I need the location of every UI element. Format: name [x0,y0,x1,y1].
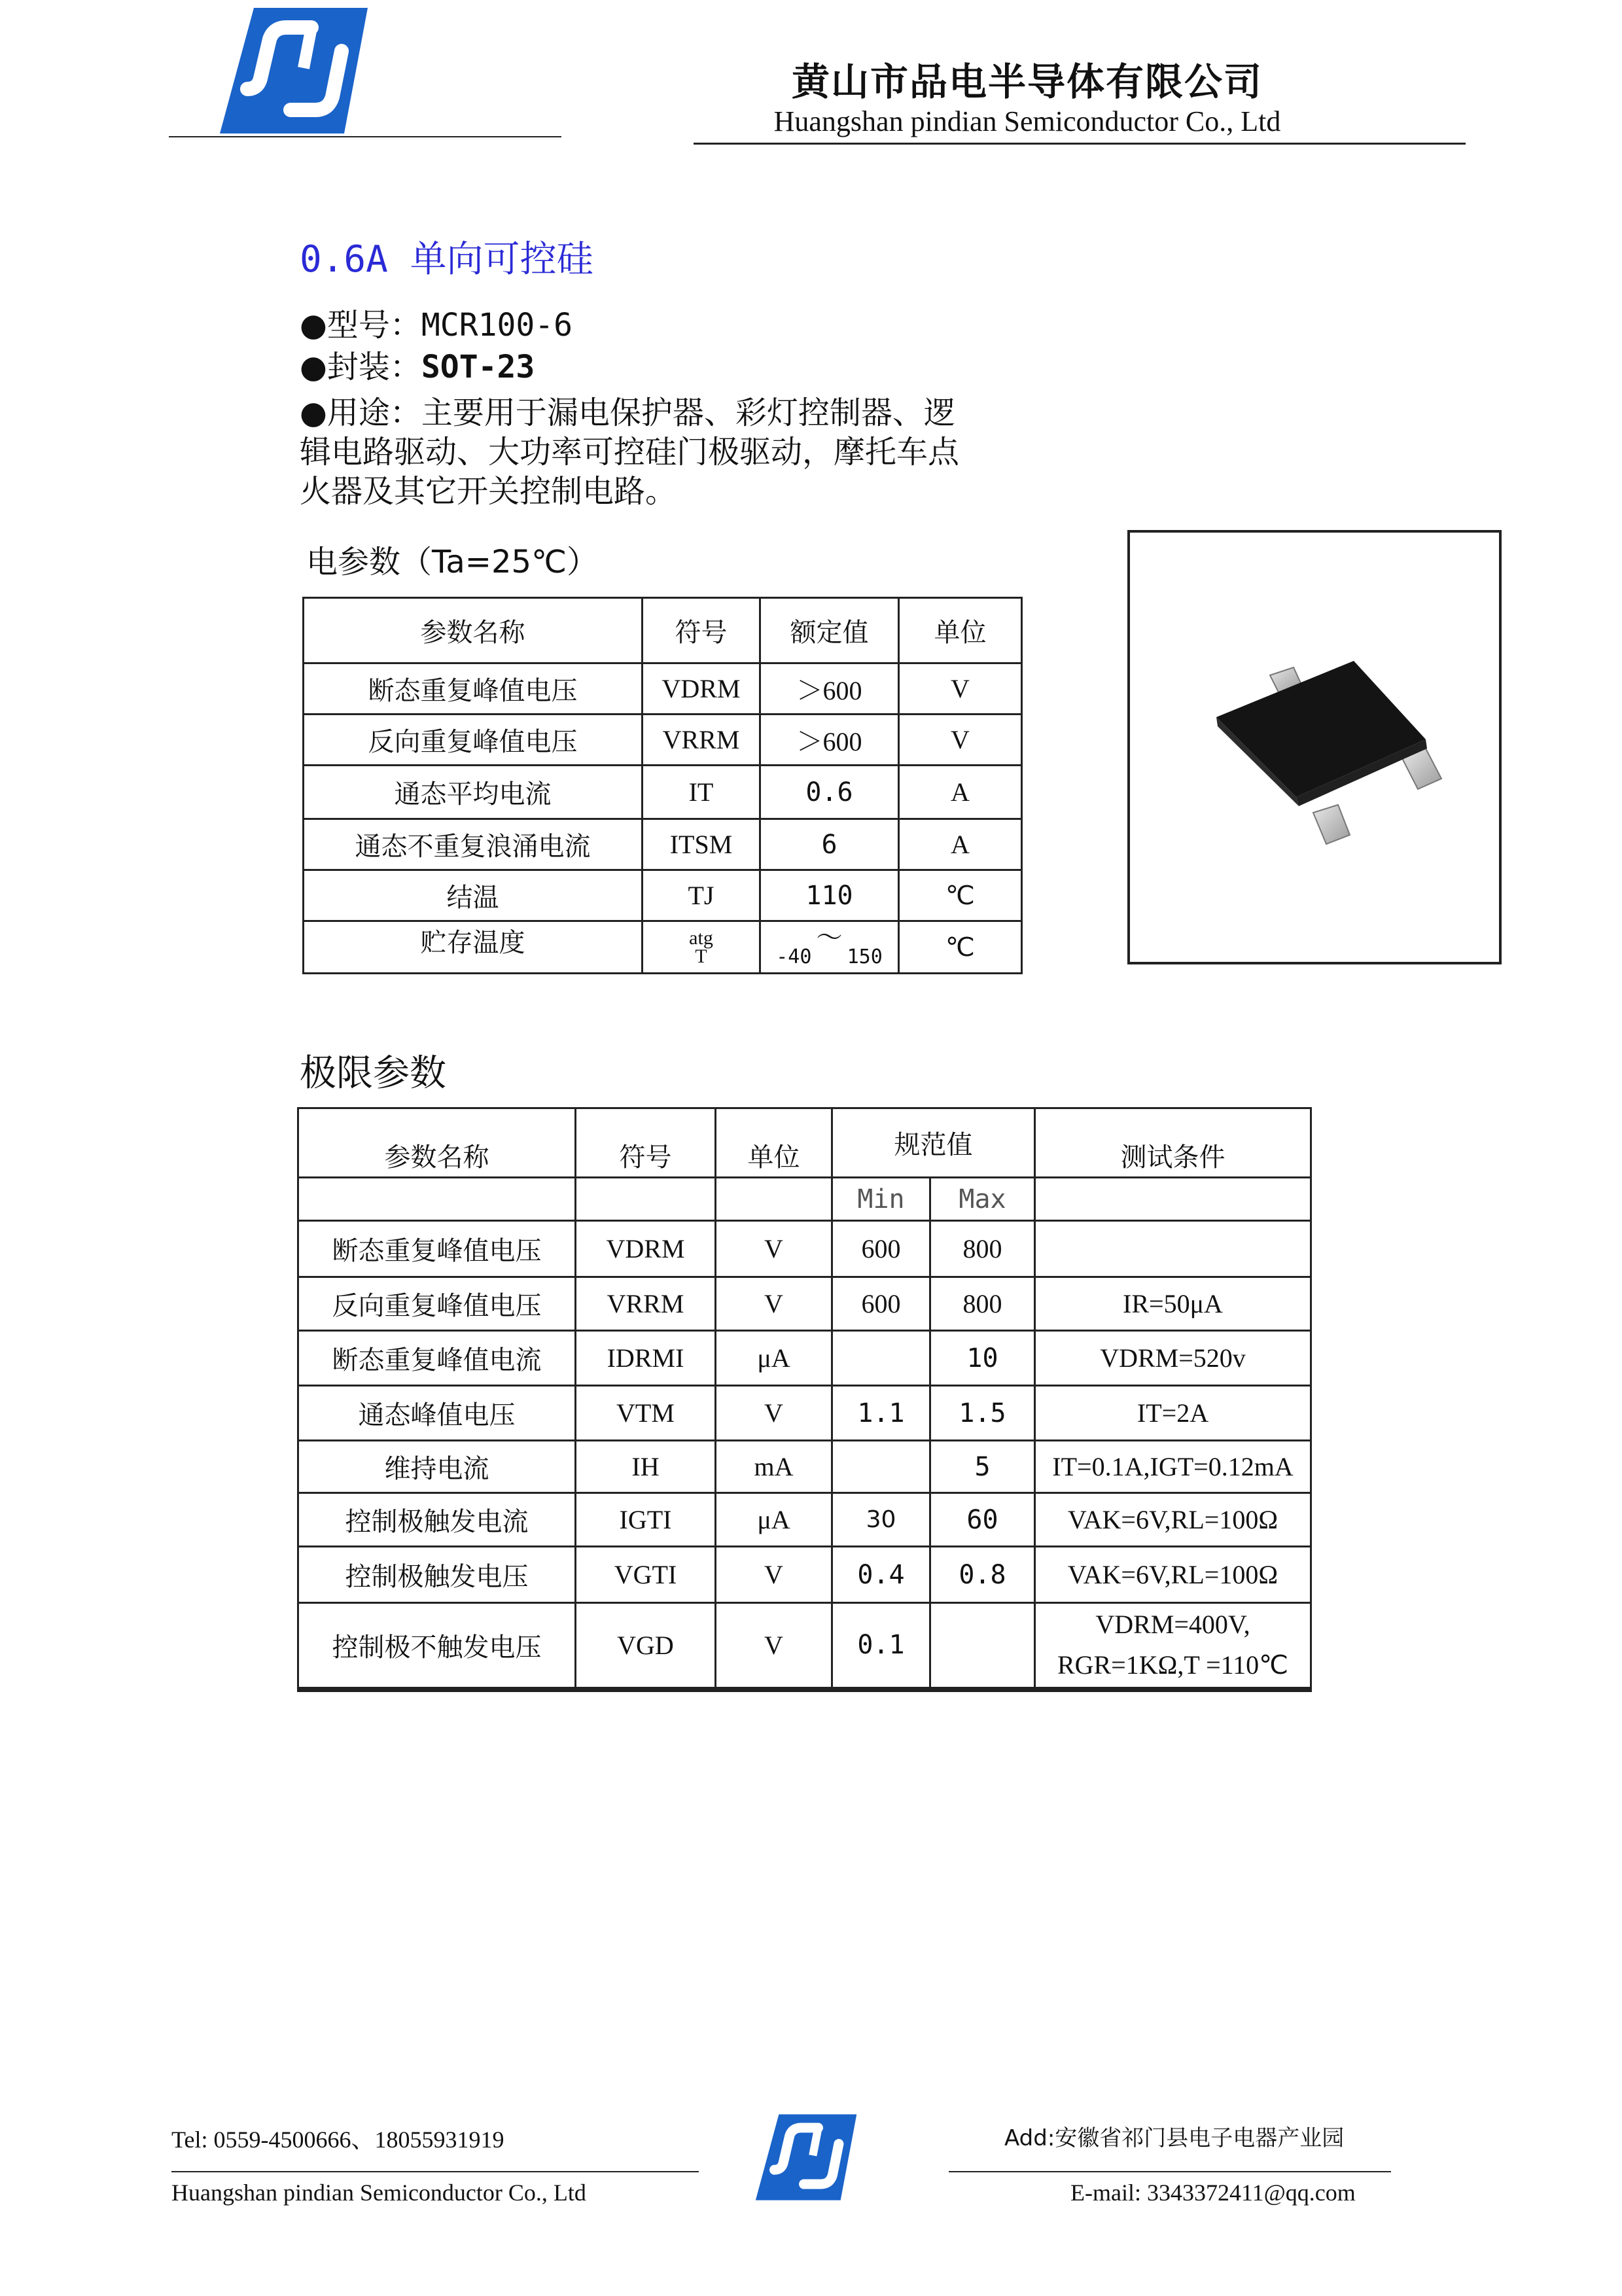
param-condition: VAK=6V,RL=100Ω [1035,1547,1311,1603]
condition-line-1: VDRM=400V, [1095,1610,1250,1640]
col-header-max: Max [930,1178,1035,1221]
footer-rule-left [171,2171,699,2172]
col-header-name: 参数名称 [298,1108,576,1178]
param-unit: V [716,1386,832,1441]
param-min: 1.1 [832,1386,930,1441]
param-name: 贮存温度 [304,921,643,974]
param-name: 反向重复峰值电压 [298,1277,576,1331]
param-name: 结温 [304,870,643,921]
param-condition: VAK=6V,RL=100Ω [1035,1493,1311,1547]
model-line [300,300,573,345]
table-row [304,921,1022,974]
param-max: 1.5 [930,1386,1035,1441]
col-header-symbol: 符号 [643,598,760,663]
table-row [298,1493,1311,1547]
param-name: 反向重复峰值电压 [304,715,643,766]
col-header-min: Min [832,1178,930,1221]
param-unit: ℃ [899,921,1022,974]
col-header-unit: 单位 [899,598,1022,663]
param-symbol: VGD [576,1603,716,1689]
param-name: 控制极触发电流 [298,1493,576,1547]
param-unit: V [716,1277,832,1331]
empty-cell [716,1178,832,1221]
param-symbol: IGTI [576,1493,716,1547]
param-symbol: TJ [643,870,760,921]
footer-address: Add:安徽省祁门县电子电器产业园 [1004,2125,1345,2151]
param-unit: μA [716,1331,832,1386]
param-value: 0.6 [760,766,899,819]
symbol-main: T [695,945,707,967]
condition-line-2: RGR=1KΩ,T =110℃ [1057,1650,1289,1680]
model-value: MCR100-6 [421,307,573,344]
param-name: 控制极不触发电压 [298,1603,576,1689]
empty-cell [1035,1178,1311,1221]
param-condition: VDRM=520v [1035,1331,1311,1386]
footer-company-en: Huangshan pindian Semiconductor Co., Ltd [171,2180,586,2206]
limits-table [297,1107,1312,1692]
param-name: 通态峰值电压 [298,1386,576,1441]
param-name: 断态重复峰值电流 [298,1331,576,1386]
param-name: 通态不重复浪涌电流 [304,819,643,870]
value-range: -40 150 [776,945,883,968]
footer-email: E-mail: 3343372411@qq.com [1070,2180,1356,2206]
param-min: 600 [832,1221,930,1277]
param-condition: IR=50μA [1035,1277,1311,1331]
col-header-rating: 额定值 [760,598,899,663]
param-condition [1035,1603,1311,1689]
param-condition: IT=0.1A,IGT=0.12mA [1035,1441,1311,1493]
header-rule-right [694,143,1466,145]
param-min: 600 [832,1277,930,1331]
company-logo [213,5,370,136]
param-min: 0.1 [832,1603,930,1689]
value-tilde: ～ [816,922,843,953]
footer-tel: Tel: 0559-4500666、18055931919 [171,2127,504,2153]
param-min [832,1441,930,1493]
param-name: 通态平均电流 [304,766,643,819]
param-name: 断态重复峰值电压 [298,1221,576,1277]
param-unit: ℃ [899,870,1022,921]
table-row [298,1441,1311,1493]
header-rule-left [169,136,561,137]
limits-header-row [298,1108,1311,1178]
footer-rule-right [949,2171,1391,2172]
footer-logo [751,2108,858,2206]
electrical-heading: 电参数（Ta=25℃） [306,544,598,580]
table-row [304,663,1022,715]
param-condition [1035,1221,1311,1277]
param-symbol: VRRM [643,715,760,766]
param-unit: A [899,766,1022,819]
package-label: ●封装： [300,349,421,385]
param-value: ＞600 [760,663,899,715]
param-symbol: VDRM [643,663,760,715]
header-company-en: Huangshan pindian Semiconductor Co., Ltd [773,105,1281,137]
param-max: 0.8 [930,1547,1035,1603]
param-name: 控制极触发电压 [298,1547,576,1603]
package-photo [1127,530,1502,964]
header-company-cn: 黄山市品电半导体有限公司 [791,60,1263,104]
table-row [304,766,1022,819]
param-symbol: VTM [576,1386,716,1441]
param-max: 10 [930,1331,1035,1386]
param-value: 110 [760,870,899,921]
param-symbol: IDRMI [576,1331,716,1386]
param-max: 60 [930,1493,1035,1547]
empty-cell [298,1178,576,1221]
param-condition: IT=2A [1035,1386,1311,1441]
param-max: 800 [930,1277,1035,1331]
col-header-spec: 规范值 [832,1108,1035,1178]
param-unit: A [899,819,1022,870]
param-min: 0.4 [832,1547,930,1603]
param-min: 30 [832,1493,930,1547]
col-header-symbol: 符号 [576,1108,716,1178]
param-value: 6 [760,819,899,870]
param-value [760,921,899,974]
param-symbol: IH [576,1441,716,1493]
param-max: 800 [930,1221,1035,1277]
param-symbol: VGTI [576,1547,716,1603]
param-max: 5 [930,1441,1035,1493]
table-row [298,1221,1311,1277]
usage-line-3: 火器及其它开关控制电路。 [300,473,677,510]
col-header-name: 参数名称 [304,598,643,663]
empty-cell [576,1178,716,1221]
usage-line-2: 辑电路驱动、大功率可控硅门极驱动，摩托车点 [300,434,960,470]
limits-subheader-row [298,1178,1311,1221]
param-min [832,1331,930,1386]
param-symbol: IT [643,766,760,819]
col-header-unit: 单位 [716,1108,832,1178]
param-max [930,1603,1035,1689]
table-row [298,1386,1311,1441]
param-unit: V [899,715,1022,766]
table-row [304,819,1022,870]
usage-line-1: ●用途：主要用于漏电保护器、彩灯控制器、逻 [300,395,955,431]
table-row [298,1331,1311,1386]
package-line [300,342,535,387]
table-row [298,1547,1311,1603]
param-unit: μA [716,1493,832,1547]
param-symbol [643,921,760,974]
product-title: 0.6A 单向可控硅 [300,238,593,281]
param-symbol: VDRM [576,1221,716,1277]
table-row [298,1603,1311,1689]
param-name: 维持电流 [298,1441,576,1493]
electrical-table [302,597,1023,974]
param-unit: mA [716,1441,832,1493]
param-name: 断态重复峰值电压 [304,663,643,715]
table-header-row [304,598,1022,663]
table-row [298,1277,1311,1331]
symbol-subscript: atg [689,927,713,949]
param-unit: V [716,1547,832,1603]
param-unit: V [716,1603,832,1689]
param-value: ＞600 [760,715,899,766]
param-symbol: ITSM [643,819,760,870]
param-unit: V [899,663,1022,715]
limits-heading: 极限参数 [300,1052,446,1095]
param-unit: V [716,1221,832,1277]
package-value: SOT-23 [421,349,535,385]
sot23-package-image [1130,533,1499,962]
table-row [304,715,1022,766]
table-row [304,870,1022,921]
param-symbol: VRRM [576,1277,716,1331]
model-label: ●型号： [300,307,421,344]
col-header-condition: 测试条件 [1035,1108,1311,1178]
